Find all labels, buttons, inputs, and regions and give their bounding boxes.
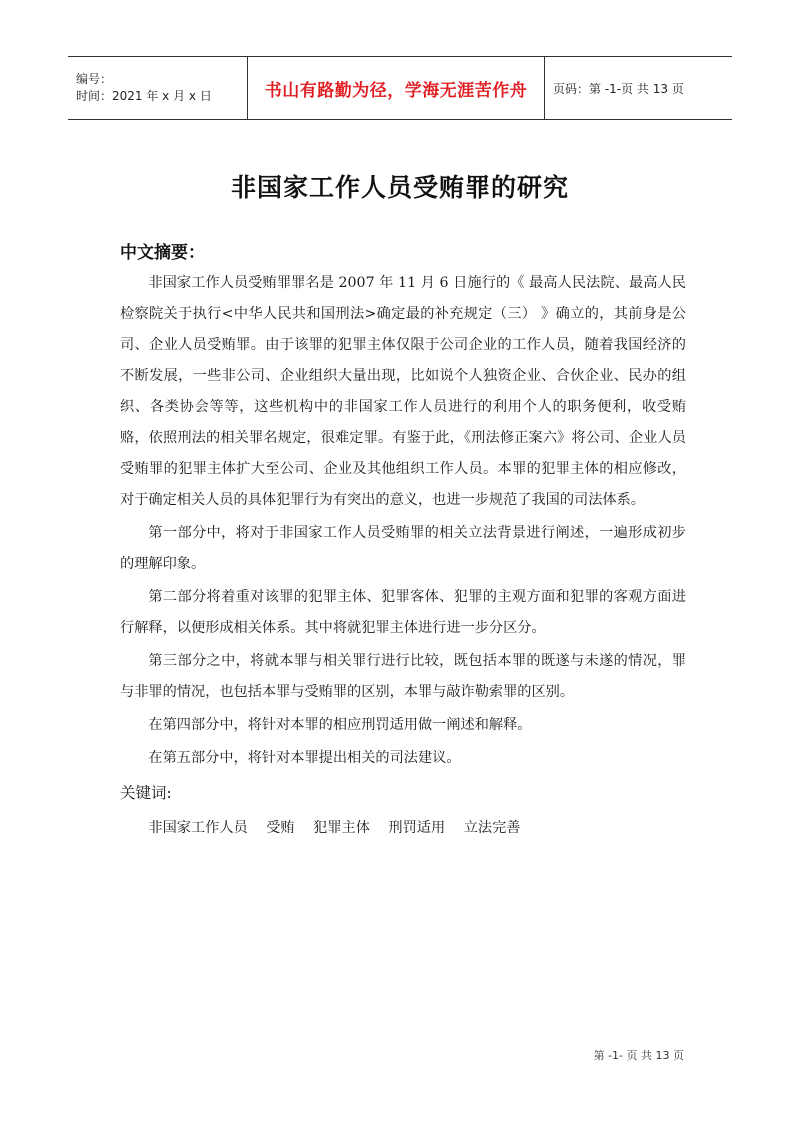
header-page-number: 页码：第 -1-页 共 13 页 bbox=[553, 81, 684, 96]
keywords-heading: 关键词: bbox=[120, 784, 172, 802]
abstract-body bbox=[120, 268, 686, 844]
keyword: 刑罚适用 bbox=[388, 820, 446, 836]
page-footer-number: 第 -1- 页 共 13 页 bbox=[593, 1049, 684, 1062]
abstract-paragraph: 非国家工作人员受贿罪罪名是 2007 年 11 月 6 日施行的《 最高人民法院、最高人民检察院关于执行<中华人民共和国刑法>确定最的补充规定（三） 》确立的，其前身是公司、企业人员受贿罪。由于该罪的犯罪主体仅限于公司企业的工作人员，随着我国经济的不断发展，一些非公司、企业组织大量出现，比如说个人独资企业、合伙企业、民办的组织、各类协会等等，这些机构中的非国家工作人员进行的利用个人的职务便利，收受贿赂，依照刑法的相关罪名规定，很难定罪。有鉴于此，《刑法修正案六》将公司、企业人员受贿罪的犯罪主体扩大至公司、企业及其他组织工作人员。本罪的犯罪主体的相应修改，对于确定相关人员的具体犯罪行为有突出的意义，也进一步规范了我国的司法体系。 bbox=[120, 275, 686, 508]
document-number-label: 编号： bbox=[76, 72, 113, 86]
abstract-paragraph: 在第五部分中，将针对本罪提出相关的司法建议。 bbox=[148, 750, 461, 766]
abstract-paragraph: 第三部分之中，将就本罪与相关罪行进行比较，既包括本罪的既遂与未遂的情况，罪与非罪的情况，也包括本罪与受贿罪的区别，本罪与敲诈勒索罪的区别。 bbox=[120, 653, 686, 700]
document-title: 非国家工作人员受贿罪的研究 bbox=[230, 173, 569, 202]
abstract-paragraph: 第二部分将着重对该罪的犯罪主体、犯罪客体、犯罪的主观方面和犯罪的客观方面进行解释，以便形成相关体系。其中将就犯罪主体进行进一步分区分。 bbox=[120, 589, 686, 636]
header-motto-cell bbox=[247, 57, 545, 119]
keyword: 非国家工作人员 bbox=[148, 820, 248, 836]
page-header bbox=[68, 56, 732, 120]
keyword: 犯罪主体 bbox=[313, 820, 370, 836]
header-meta bbox=[68, 57, 247, 119]
keyword: 立法完善 bbox=[463, 820, 521, 836]
abstract-paragraph: 第一部分中，将对于非国家工作人员受贿罪的相关立法背景进行阐述，一遍形成初步的理解印象。 bbox=[120, 525, 686, 572]
header-page-cell bbox=[545, 57, 684, 119]
document-time-label: 时间：2021 年 x 月 x 日 bbox=[76, 89, 212, 103]
header-motto: 书山有路勤为径，学海无涯苦作舟 bbox=[264, 80, 528, 101]
abstract-paragraph: 在第四部分中，将针对本罪的相应刑罚适用做一阐述和解释。 bbox=[148, 717, 532, 733]
keyword: 受贿 bbox=[266, 820, 295, 836]
abstract-heading: 中文摘要： bbox=[120, 243, 205, 263]
keywords-list bbox=[120, 813, 686, 844]
